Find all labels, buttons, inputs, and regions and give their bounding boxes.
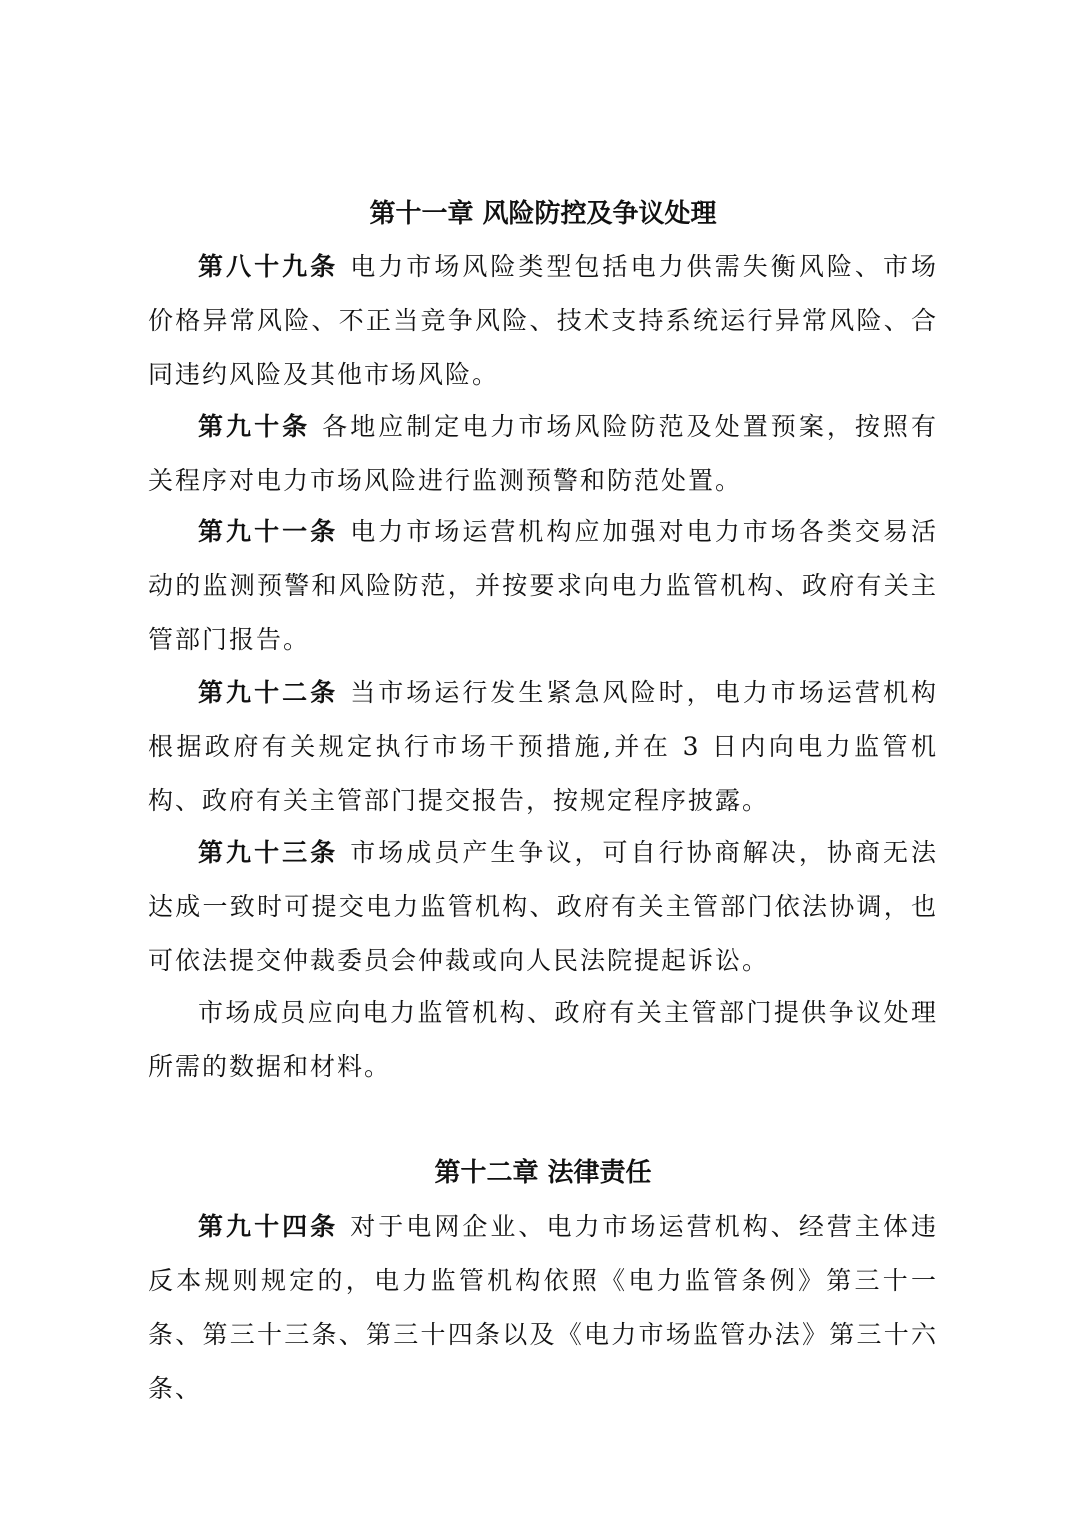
article-text: 当市场运行发生紧急风险时，电力市场运营机构根据政府有关规定执行市场干预措施,并在 3 日内向电力监管机构、政府有关主管部门提交报告，按规定程序披露。	[148, 678, 938, 815]
article-paragraph	[148, 1200, 938, 1416]
article-label: 第八十九条	[198, 252, 339, 281]
chapter-title: 第十一章 风险防控及争议处理	[369, 199, 717, 229]
article-label: 第九十二条	[198, 678, 339, 707]
chapter-title: 第十二章 法律责任	[434, 1158, 652, 1188]
article-label: 第九十条	[198, 412, 311, 441]
article-paragraph	[148, 666, 938, 828]
article-label: 第九十一条	[198, 517, 339, 546]
article-paragraph	[148, 400, 938, 508]
article-paragraph	[148, 240, 938, 402]
article-paragraph	[148, 505, 938, 667]
plain-paragraph	[148, 986, 938, 1094]
article-text: 对于电网企业、电力市场运营机构、经营主体违反本规则规定的，电力监管机构依照《电力监管条例》第三十一条、第三十三条、第三十四条以及《电力市场监管办法》第三十六条、	[148, 1212, 938, 1403]
article-label: 第九十四条	[198, 1212, 339, 1241]
article-text: 市场成员产生争议，可自行协商解决，协商无法达成一致时可提交电力监管机构、政府有关主管部门依法协调，也可依法提交仲裁委员会仲裁或向人民法院提起诉讼。	[148, 838, 938, 975]
article-label: 第九十三条	[198, 838, 339, 867]
article-paragraph	[148, 826, 938, 988]
article-text: 各地应制定电力市场风险防范及处置预案，按照有关程序对电力市场风险进行监测预警和防范处置。	[148, 412, 938, 495]
article-text: 电力市场运营机构应加强对电力市场各类交易活动的监测预警和风险防范，并按要求向电力监管机构、政府有关主管部门报告。	[148, 517, 938, 654]
paragraph-text: 市场成员应向电力监管机构、政府有关主管部门提供争议处理所需的数据和材料。	[148, 998, 938, 1081]
article-text: 电力市场风险类型包括电力供需失衡风险、市场价格异常风险、不正当竞争风险、技术支持系统运行异常风险、合同违约风险及其他市场风险。	[148, 252, 938, 389]
